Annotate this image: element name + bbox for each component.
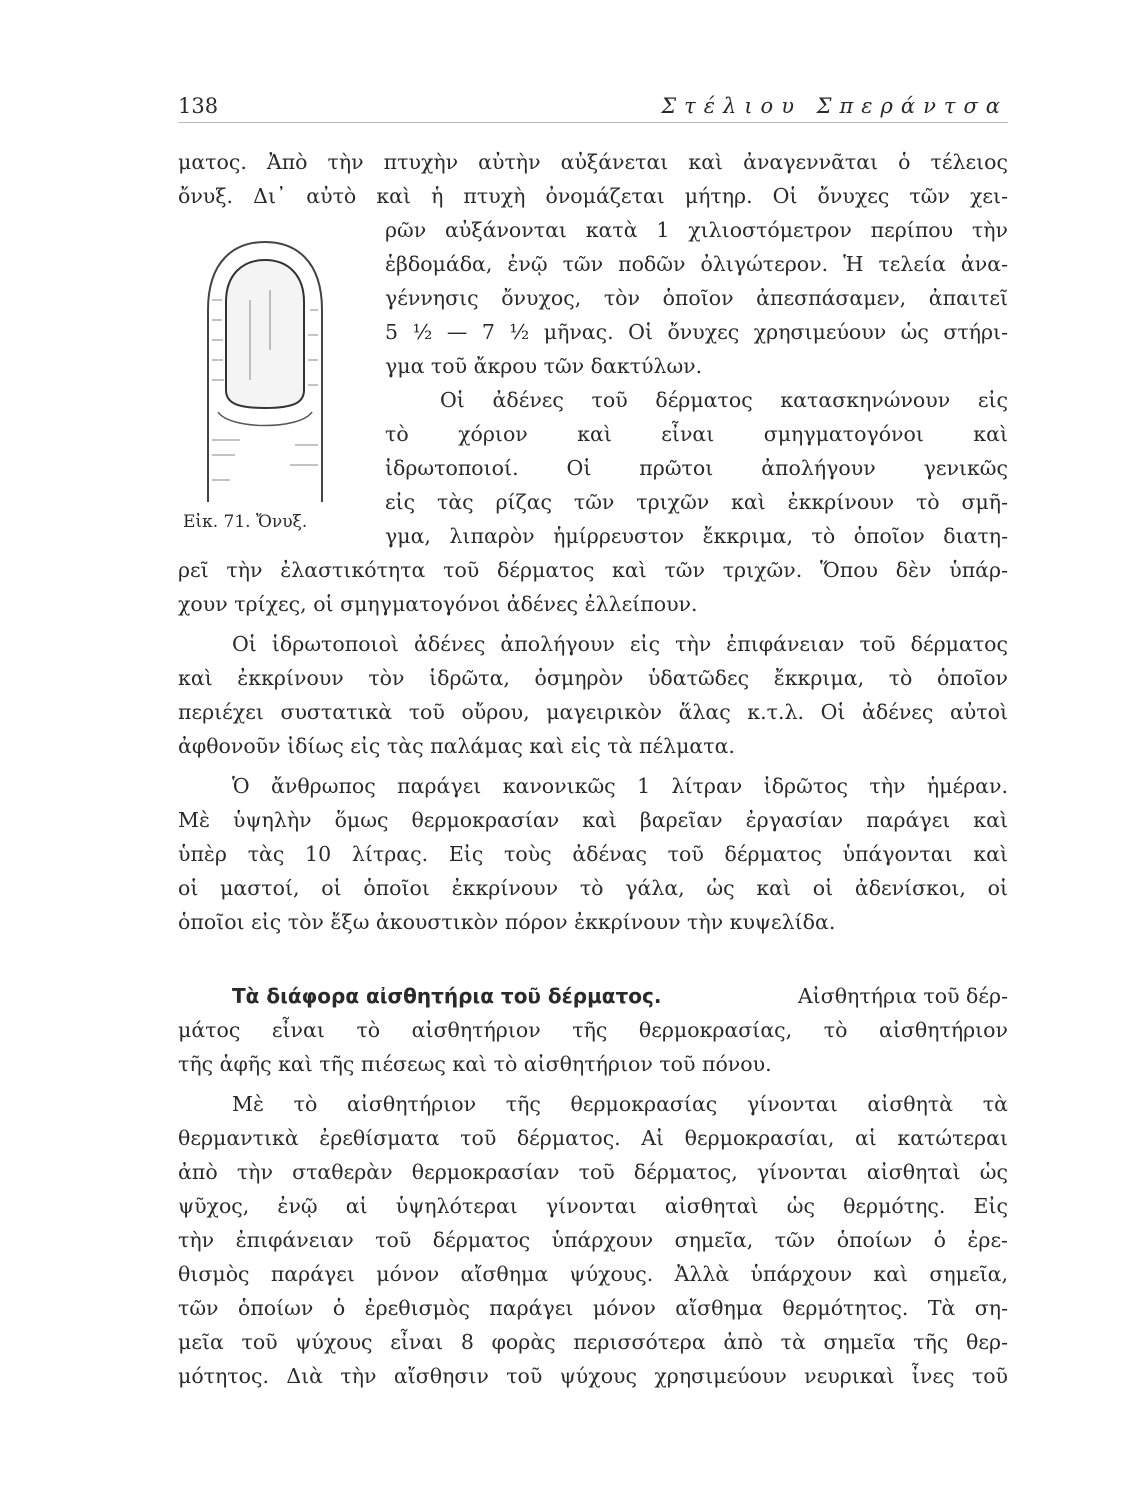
section-heading: Τὰ διάφορα αἰσθητήρια τοῦ δέρματος. (232, 984, 662, 1008)
text-line: ἀπὸ τὴν σταθερὰν θερμοκρασίαν τοῦ δέρματος, γίνονται αἰσθηταὶ ὡς (178, 1160, 1008, 1184)
text-line: περιέχει συστατικὰ τοῦ οὔρου, μαγειρικὸν ἅλας κ.τ.λ. Οἱ ἀδένες αὐτοὶ (178, 700, 1008, 724)
text-line: Ὁ ἄνθρωπος παράγει κανονικῶς 1 λίτραν ἱδρῶτος τὴν ἡμέραν. (232, 774, 1008, 798)
text-line: καὶ ἐκκρίνουν τὸν ἱδρῶτα, ὀσμηρὸν ὑδατῶδες ἔκκριμα, τὸ ὁποῖον (178, 666, 1008, 690)
page-number: 138 (178, 94, 219, 118)
text-line: ὄνυξ. Δι᾿ αὐτὸ καὶ ἡ πτυχὴ ὀνομάζεται μήτηρ. Οἱ ὄνυχες τῶν χει- (178, 184, 1008, 208)
text-line: Μὲ ὑψηλὴν ὅμως θερμοκρασίαν καὶ βαρεῖαν ἐργασίαν παράγει καὶ (178, 808, 1008, 832)
text-line: ρεῖ τὴν ἐλαστικότητα τοῦ δέρματος καὶ τῶν τριχῶν. Ὅπου δὲν ὑπάρ- (178, 558, 1008, 582)
text-line: γέννησις ὄνυχος, τὸν ὁποῖον ἀπεσπάσαμεν, ἀπαιτεῖ (385, 286, 1008, 310)
section-heading-continuation: Αἰσθητήρια τοῦ δέρ- (797, 984, 1008, 1008)
text-line: Οἱ ἀδένες τοῦ δέρματος κατασκηνώνουν εἰς (440, 388, 1008, 412)
text-line: Οἱ ἱδρωτοποιοὶ ἀδένες ἀπολήγουν εἰς τὴν ἐπιφάνειαν τοῦ δέρματος (232, 632, 1008, 656)
running-header (178, 88, 1008, 123)
text-line: ἱδρωτοποιοί. Οἱ πρῶτοι ἀπολήγουν γενικῶς (385, 456, 1008, 480)
text-line: τῆς ἁφῆς καὶ τῆς πιέσεως καὶ τὸ αἰσθητήριον τοῦ πόνου. (178, 1052, 772, 1076)
text-line: μότητος. Διὰ τὴν αἴσθησιν τοῦ ψύχους χρησιμεύουν νευρικαὶ ἶνες τοῦ (178, 1364, 1008, 1388)
section-heading-line (232, 986, 1008, 1007)
text-line: μάτος εἶναι τὸ αἰσθητήριον τῆς θερμοκρασίας, τὸ αἰσθητήριον (178, 1018, 1008, 1042)
text-line: ὑπὲρ τὰς 10 λίτρας. Εἰς τοὺς ἀδένας τοῦ δέρματος ὑπάγονται καὶ (178, 842, 1008, 866)
text-line: θισμὸς παράγει μόνον αἴσθημα ψύχους. Ἀλλὰ ὑπάρχουν καὶ σημεῖα, (178, 1262, 1008, 1286)
text-line: ρῶν αὐξάνονται κατὰ 1 χιλιοστόμετρον περίπου τὴν (385, 218, 1008, 242)
text-line: τὸ χόριον καὶ εἶναι σμηγματογόνοι καὶ (385, 422, 1008, 446)
text-line: μεῖα τοῦ ψύχους εἶναι 8 φορὰς περισσότερα ἀπὸ τὰ σημεῖα τῆς θερ- (178, 1330, 1008, 1354)
text-line: 5 ½ — 7 ½ μῆνας. Οἱ ὄνυχες χρησιμεύουν ὡς στήρι- (385, 320, 1008, 344)
text-line: ματος. Ἀπὸ τὴν πτυχὴν αὐτὴν αὐξάνεται καὶ ἀναγεννᾶται ὁ τέλειος (178, 150, 1008, 174)
text-line: γμα, λιπαρὸν ἡμίρρευστον ἔκκριμα, τὸ ὁποῖον διατη- (385, 524, 1008, 548)
text-line: θερμαντικὰ ἐρεθίσματα τοῦ δέρματος. Αἱ θερμοκρασίαι, αἱ κατώτεραι (178, 1126, 1008, 1150)
figure-caption: Εἰκ. 71. Ὄνυξ. (183, 512, 308, 532)
text-line: τὴν ἐπιφάνειαν τοῦ δέρματος ὑπάρχουν σημεῖα, τῶν ὁποίων ὁ ἐρε- (178, 1228, 1008, 1252)
text-line: Μὲ τὸ αἰσθητήριον τῆς θερμοκρασίας γίνονται αἰσθητὰ τὰ (232, 1092, 1008, 1116)
fingernail-illustration-icon (190, 240, 340, 502)
text-line: ψῦχος, ἐνῷ αἱ ὑψηλότεραι γίνονται αἰσθηταὶ ὡς θερμότης. Εἰς (178, 1194, 1008, 1218)
text-line: γμα τοῦ ἄκρου τῶν δακτύλων. (385, 354, 703, 378)
text-line: ἀφθονοῦν ἰδίως εἰς τὰς παλάμας καὶ εἰς τὰ πέλματα. (178, 734, 735, 758)
text-line: οἱ μαστοί, οἱ ὁποῖοι ἐκκρίνουν τὸ γάλα, ὡς καὶ οἱ ἀδενίσκοι, οἱ (178, 876, 1008, 900)
text-line: ἑβδομάδα, ἐνῷ τῶν ποδῶν ὀλιγώτερον. Ἡ τελεία ἀνα- (385, 252, 1008, 276)
text-line: ὁποῖοι εἰς τὸν ἔξω ἀκουστικὸν πόρον ἐκκρίνουν τὴν κυψελίδα. (178, 910, 836, 934)
running-head-title: Στέλιου Σπεράντσα (661, 94, 1008, 118)
text-line: χουν τρίχες, οἱ σμηγματογόνοι ἀδένες ἐλλείπουν. (178, 592, 698, 616)
text-line: τῶν ὁποίων ὁ ἐρεθισμὸς παράγει μόνον αἴσθημα θερμότητος. Τὰ ση- (178, 1296, 1008, 1320)
text-line: εἰς τὰς ρίζας τῶν τριχῶν καὶ ἐκκρίνουν τὸ σμῆ- (385, 490, 1008, 514)
